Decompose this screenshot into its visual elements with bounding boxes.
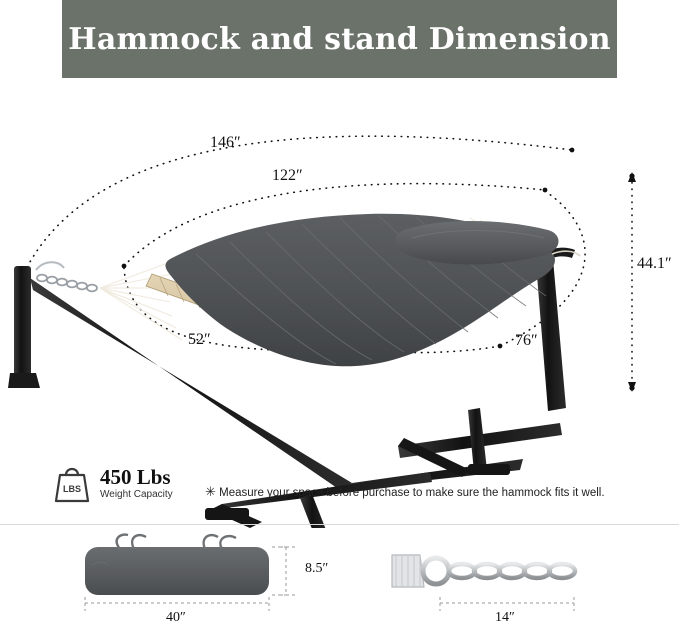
note-text: Measure your space before purchase to make sure the hammock fits it well.	[219, 487, 605, 499]
dimension-label-hammock-length: 122″	[272, 167, 303, 184]
weight-capacity-block	[52, 458, 252, 508]
dimension-label-stand-base-width: 76″	[515, 332, 538, 349]
header-corner-left	[0, 0, 62, 78]
header-corner-right	[617, 0, 679, 78]
page-title: Hammock and stand Dimension	[68, 21, 611, 57]
chain-width-label: 14″	[495, 610, 515, 625]
weight-bag-icon	[52, 461, 92, 505]
header	[0, 0, 679, 78]
accessories-drawing	[0, 525, 679, 635]
dimension-label-hammock-width: 52″	[188, 331, 211, 348]
hanging-chain-left	[37, 275, 97, 292]
note-star-icon: ✳	[205, 484, 216, 499]
weight-capacity-value: 450 Lbs	[100, 464, 171, 489]
chain-dimension-guides	[440, 597, 574, 611]
chain-illustration	[392, 555, 575, 587]
accessories-row	[0, 525, 679, 635]
pillow-height-label: 8.5″	[305, 561, 329, 576]
s-hook-icon	[36, 262, 64, 270]
weight-capacity-label: Weight Capacity	[100, 488, 173, 500]
pillow-illustration	[85, 535, 269, 595]
purchase-note	[205, 484, 605, 500]
dimension-label-overall-length: 146″	[210, 134, 241, 151]
pillow-width-label: 40″	[166, 610, 186, 625]
dimension-label-stand-height: 44.1″	[637, 255, 672, 272]
weight-bag-icon-text: LBS	[63, 484, 81, 494]
